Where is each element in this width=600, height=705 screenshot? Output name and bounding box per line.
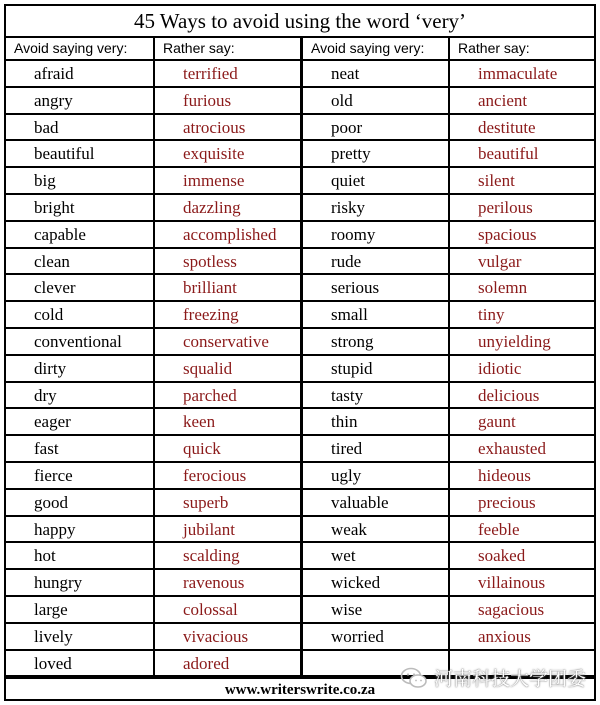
avoid-word: clever bbox=[6, 275, 155, 302]
rather-word: beautiful bbox=[450, 141, 594, 168]
rather-word: gaunt bbox=[450, 409, 594, 436]
avoid-word: capable bbox=[6, 222, 155, 249]
avoid-word: rude bbox=[303, 249, 450, 276]
rather-word: ferocious bbox=[155, 463, 303, 490]
rather-word: atrocious bbox=[155, 115, 303, 142]
avoid-word: loved bbox=[6, 651, 155, 678]
avoid-word: fast bbox=[6, 436, 155, 463]
rather-word: dazzling bbox=[155, 195, 303, 222]
avoid-word: old bbox=[303, 88, 450, 115]
avoid-word: strong bbox=[303, 329, 450, 356]
rather-word: adored bbox=[155, 651, 303, 678]
rather-word: accomplished bbox=[155, 222, 303, 249]
avoid-word: wicked bbox=[303, 570, 450, 597]
rather-word: destitute bbox=[450, 115, 594, 142]
rather-word: keen bbox=[155, 409, 303, 436]
avoid-word: eager bbox=[6, 409, 155, 436]
rather-word: furious bbox=[155, 88, 303, 115]
avoid-word: wise bbox=[303, 597, 450, 624]
column-divider bbox=[153, 38, 155, 677]
rather-word: hideous bbox=[450, 463, 594, 490]
rather-word: exhausted bbox=[450, 436, 594, 463]
rather-word: squalid bbox=[155, 356, 303, 383]
watermark-text: 河南科技大学团委 bbox=[433, 668, 586, 690]
rather-word: idiotic bbox=[450, 356, 594, 383]
rather-word: solemn bbox=[450, 275, 594, 302]
avoid-word: large bbox=[6, 597, 155, 624]
rather-word: feeble bbox=[450, 517, 594, 544]
avoid-word: dry bbox=[6, 383, 155, 410]
rather-word: colossal bbox=[155, 597, 303, 624]
avoid-word: quiet bbox=[303, 168, 450, 195]
header-avoid-right: Avoid saying very: bbox=[311, 40, 425, 56]
rather-word: scalding bbox=[155, 543, 303, 570]
column-divider bbox=[448, 38, 450, 677]
avoid-word: bright bbox=[6, 195, 155, 222]
rather-word: brilliant bbox=[155, 275, 303, 302]
rather-word: superb bbox=[155, 490, 303, 517]
avoid-word: bad bbox=[6, 115, 155, 142]
page-title: 45 Ways to avoid using the word ‘very’ bbox=[6, 6, 594, 38]
rather-word: conservative bbox=[155, 329, 303, 356]
rather-word: unyielding bbox=[450, 329, 594, 356]
header-avoid-left: Avoid saying very: bbox=[14, 40, 128, 56]
rather-word: terrified bbox=[155, 61, 303, 88]
avoid-word: valuable bbox=[303, 490, 450, 517]
column-left-avoid bbox=[6, 59, 155, 677]
avoid-word: roomy bbox=[303, 222, 450, 249]
rather-word: perilous bbox=[450, 195, 594, 222]
header-rather-left: Rather say: bbox=[163, 40, 235, 56]
column-divider-center bbox=[300, 38, 303, 677]
column-left-rather bbox=[155, 59, 303, 677]
rather-word: vivacious bbox=[155, 624, 303, 651]
avoid-word: serious bbox=[303, 275, 450, 302]
avoid-word: beautiful bbox=[6, 141, 155, 168]
rather-word: spotless bbox=[155, 249, 303, 276]
rather-word: jubilant bbox=[155, 517, 303, 544]
rather-word: soaked bbox=[450, 543, 594, 570]
rather-word: precious bbox=[450, 490, 594, 517]
avoid-word: big bbox=[6, 168, 155, 195]
avoid-word: ugly bbox=[303, 463, 450, 490]
avoid-word: tired bbox=[303, 436, 450, 463]
rather-word: ravenous bbox=[155, 570, 303, 597]
avoid-word: small bbox=[303, 302, 450, 329]
avoid-word: dirty bbox=[6, 356, 155, 383]
column-right-rather bbox=[450, 59, 594, 677]
rather-word: freezing bbox=[155, 302, 303, 329]
avoid-word: tasty bbox=[303, 383, 450, 410]
avoid-word: risky bbox=[303, 195, 450, 222]
rather-word: silent bbox=[450, 168, 594, 195]
source-url: www.writerswrite.co.za bbox=[6, 677, 594, 701]
avoid-word: weak bbox=[303, 517, 450, 544]
avoid-word: hot bbox=[6, 543, 155, 570]
rather-word: vulgar bbox=[450, 249, 594, 276]
avoid-word: clean bbox=[6, 249, 155, 276]
rather-word: quick bbox=[155, 436, 303, 463]
avoid-word: fierce bbox=[6, 463, 155, 490]
avoid-word: poor bbox=[303, 115, 450, 142]
avoid-word: wet bbox=[303, 543, 450, 570]
rather-word: sagacious bbox=[450, 597, 594, 624]
rather-word: tiny bbox=[450, 302, 594, 329]
avoid-word: stupid bbox=[303, 356, 450, 383]
avoid-word: happy bbox=[6, 517, 155, 544]
avoid-word: cold bbox=[6, 302, 155, 329]
rather-word: parched bbox=[155, 383, 303, 410]
column-right-avoid bbox=[303, 59, 450, 677]
rather-word: delicious bbox=[450, 383, 594, 410]
rather-word: ancient bbox=[450, 88, 594, 115]
wechat-watermark bbox=[400, 664, 586, 691]
wechat-icon bbox=[400, 667, 428, 689]
avoid-word: neat bbox=[303, 61, 450, 88]
avoid-word: pretty bbox=[303, 141, 450, 168]
avoid-word: angry bbox=[6, 88, 155, 115]
header-rather-right: Rather say: bbox=[458, 40, 530, 56]
avoid-word: lively bbox=[6, 624, 155, 651]
avoid-word: conventional bbox=[6, 329, 155, 356]
vocabulary-table bbox=[4, 4, 596, 701]
rather-word: immense bbox=[155, 168, 303, 195]
rather-word: immaculate bbox=[450, 61, 594, 88]
rather-word: villainous bbox=[450, 570, 594, 597]
rather-word: anxious bbox=[450, 624, 594, 651]
avoid-word: thin bbox=[303, 409, 450, 436]
rather-word: spacious bbox=[450, 222, 594, 249]
avoid-word: worried bbox=[303, 624, 450, 651]
avoid-word: hungry bbox=[6, 570, 155, 597]
rather-word: exquisite bbox=[155, 141, 303, 168]
avoid-word: afraid bbox=[6, 61, 155, 88]
avoid-word: good bbox=[6, 490, 155, 517]
